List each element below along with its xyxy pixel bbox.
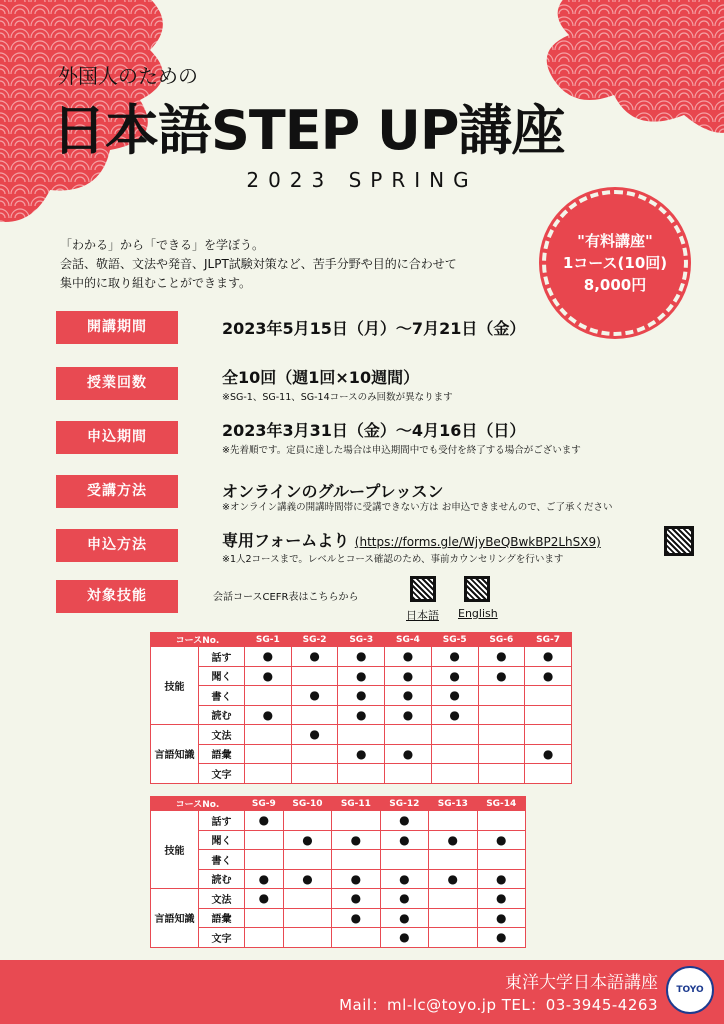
label-method: 受講方法: [56, 475, 178, 508]
table-row: [151, 744, 572, 764]
skill-mark: [291, 764, 338, 784]
skill-mark: [525, 725, 572, 745]
skill-label: 聞く: [199, 830, 245, 850]
skill-mark: ●: [332, 830, 380, 850]
skill-mark: [429, 850, 477, 870]
table-row: [151, 764, 572, 784]
page-title: 日本語STEP UP講座: [52, 99, 565, 162]
table-header-course-no: コースNo.: [151, 797, 245, 811]
table-row: [151, 850, 526, 870]
table-header-course: SG-4: [385, 633, 432, 647]
header-subtitle: 外国人のための: [58, 64, 198, 88]
table-row: [151, 830, 526, 850]
skill-mark: ●: [245, 647, 292, 667]
table-row: [151, 686, 572, 706]
skill-label: 話す: [199, 811, 245, 831]
note-sessions: ※SG-1、SG-11、SG-14コースのみ回数が異なります: [222, 392, 453, 403]
intro-line-3: 集中的に取り組むことができます。: [60, 276, 252, 290]
skill-label: 文法: [199, 889, 245, 909]
skill-mark: [291, 666, 338, 686]
skill-mark: ●: [332, 889, 380, 909]
toyo-logo: TOYO: [666, 966, 714, 1014]
table-row: [151, 928, 526, 948]
skill-mark: ●: [477, 830, 525, 850]
skill-mark: [431, 725, 478, 745]
skill-mark: [478, 725, 525, 745]
group-language-knowledge: 言語知識: [151, 725, 199, 784]
value-period: 2023年5月15日（月）〜7月21日（金）: [222, 319, 526, 338]
skill-mark: [429, 908, 477, 928]
skill-mark: ●: [332, 908, 380, 928]
cefr-text: 会話コースCEFR表はこちらから: [213, 592, 359, 603]
form-link[interactable]: (https://forms.gle/WjyBeQBwkBP2LhSX9): [354, 535, 601, 549]
table-row: [151, 889, 526, 909]
skill-mark: ●: [283, 869, 331, 889]
season-label: 2023 SPRING: [246, 168, 478, 192]
skill-mark: [477, 811, 525, 831]
skill-label: 話す: [199, 647, 245, 667]
table-row: [151, 666, 572, 686]
skill-mark: [429, 811, 477, 831]
skill-mark: [478, 705, 525, 725]
skill-mark: [283, 850, 331, 870]
skill-mark: ●: [291, 686, 338, 706]
skill-mark: [245, 725, 292, 745]
skill-mark: ●: [245, 705, 292, 725]
table-row: [151, 705, 572, 725]
table-header-course: SG-14: [477, 797, 525, 811]
value-method: オンラインのグループレッスン: [222, 482, 444, 501]
value-application-period: 2023年3月31日（金）〜4月16日（日）: [222, 421, 526, 440]
skill-mark: [245, 830, 284, 850]
table-header-course: SG-9: [245, 797, 284, 811]
course-table-2: [150, 796, 526, 948]
skill-mark: [431, 744, 478, 764]
skill-mark: ●: [477, 889, 525, 909]
skill-label: 語彙: [199, 908, 245, 928]
skill-mark: [291, 744, 338, 764]
table-header-course: SG-5: [431, 633, 478, 647]
skill-mark: ●: [338, 647, 385, 667]
skill-mark: ●: [380, 928, 428, 948]
skill-mark: [291, 705, 338, 725]
skill-mark: ●: [338, 705, 385, 725]
skill-mark: [245, 686, 292, 706]
skill-mark: ●: [385, 666, 432, 686]
form-qr-code[interactable]: [664, 526, 694, 556]
skill-mark: ●: [380, 830, 428, 850]
footer: [0, 960, 724, 1024]
table-row: [151, 725, 572, 745]
table-row: [151, 647, 572, 667]
skill-mark: ●: [338, 686, 385, 706]
skill-mark: [245, 928, 284, 948]
skill-mark: ●: [245, 666, 292, 686]
skill-mark: [245, 744, 292, 764]
skill-mark: ●: [429, 830, 477, 850]
course-table-1: [150, 632, 572, 784]
table-header-course: SG-7: [525, 633, 572, 647]
cefr-en-qr-code[interactable]: [464, 576, 490, 602]
skill-mark: [525, 686, 572, 706]
value-sessions: 全10回（週1回×10週間）: [222, 368, 420, 387]
table-row: [151, 869, 526, 889]
skill-mark: [283, 928, 331, 948]
skill-mark: ●: [245, 811, 284, 831]
skill-label: 読む: [199, 705, 245, 725]
table-header-course: SG-10: [283, 797, 331, 811]
skill-mark: ●: [385, 744, 432, 764]
intro-line-2: 会話、敬語、文法や発音、JLPT試験対策など、苦手分野や目的に合わせて: [60, 257, 457, 271]
skill-mark: [478, 764, 525, 784]
note-application-period: ※先着順です。定員に達した場合は申込期間中でも受付を終了する場合がございます: [222, 445, 581, 456]
skill-mark: ●: [380, 889, 428, 909]
skill-mark: [332, 811, 380, 831]
skill-mark: ●: [431, 705, 478, 725]
value-how-to-apply: [222, 528, 601, 551]
skill-label: 語彙: [199, 744, 245, 764]
skill-mark: [283, 811, 331, 831]
table-header-course: SG-3: [338, 633, 385, 647]
skill-mark: ●: [291, 725, 338, 745]
group-language-knowledge: 言語知識: [151, 889, 199, 948]
label-application-period: 申込期間: [56, 421, 178, 454]
skill-mark: ●: [245, 869, 284, 889]
skill-mark: [477, 850, 525, 870]
skill-mark: ●: [245, 889, 284, 909]
skill-label: 書く: [199, 850, 245, 870]
intro-line-1: 「わかる」から「できる」を学ぼう。: [60, 238, 265, 252]
skill-mark: ●: [525, 647, 572, 667]
skill-mark: [332, 928, 380, 948]
skill-label: 書く: [199, 686, 245, 706]
skill-mark: ●: [431, 647, 478, 667]
skill-mark: ●: [525, 744, 572, 764]
skill-mark: [338, 725, 385, 745]
label-period: 開講期間: [56, 311, 178, 344]
table-header-course: SG-2: [291, 633, 338, 647]
skill-mark: ●: [385, 647, 432, 667]
table-header-course: SG-11: [332, 797, 380, 811]
group-skills: 技能: [151, 647, 199, 725]
skill-mark: [245, 764, 292, 784]
skill-mark: ●: [477, 908, 525, 928]
skill-mark: ●: [291, 647, 338, 667]
skill-mark: [380, 850, 428, 870]
skill-label: 聞く: [199, 666, 245, 686]
cefr-link-english[interactable]: English: [458, 607, 498, 620]
skill-mark: ●: [431, 686, 478, 706]
table-header-course: SG-1: [245, 633, 292, 647]
price-badge: [542, 190, 688, 336]
skill-label: 読む: [199, 869, 245, 889]
skill-mark: [245, 850, 284, 870]
skill-mark: ●: [478, 666, 525, 686]
label-how-to-apply: 申込方法: [56, 529, 178, 562]
skill-mark: ●: [429, 869, 477, 889]
intro-text: [60, 236, 530, 293]
table-header-course: SG-13: [429, 797, 477, 811]
badge-line-3: 8,000円: [583, 276, 647, 294]
skill-mark: [385, 764, 432, 784]
skill-mark: [245, 908, 284, 928]
skill-label: 文字: [199, 764, 245, 784]
skill-mark: ●: [477, 869, 525, 889]
table-header-course: SG-12: [380, 797, 428, 811]
cefr-link-japanese[interactable]: 日本語: [406, 609, 439, 622]
skill-mark: ●: [385, 705, 432, 725]
skill-mark: ●: [338, 666, 385, 686]
skill-mark: [525, 764, 572, 784]
skill-mark: ●: [332, 869, 380, 889]
note-how-to-apply: ※1人2コースまで。レベルとコース確認のため、事前カウンセリングを行います: [222, 554, 564, 565]
skill-mark: ●: [477, 928, 525, 948]
skill-mark: [525, 705, 572, 725]
table-row: [151, 811, 526, 831]
skill-mark: ●: [380, 811, 428, 831]
footer-org: 東洋大学日本語講座: [505, 973, 658, 993]
skill-mark: [283, 889, 331, 909]
badge-line-1: "有料講座": [577, 232, 653, 250]
skill-mark: [385, 725, 432, 745]
skill-mark: ●: [478, 647, 525, 667]
skill-mark: ●: [380, 869, 428, 889]
table-row: [151, 908, 526, 928]
skill-mark: ●: [525, 666, 572, 686]
group-skills: 技能: [151, 811, 199, 889]
badge-line-2: 1コース(10回): [562, 254, 668, 272]
cefr-ja-qr-code[interactable]: [410, 576, 436, 602]
label-target-skills: 対象技能: [56, 580, 178, 613]
table-header-course: SG-6: [478, 633, 525, 647]
skill-label: 文字: [199, 928, 245, 948]
skill-mark: [478, 686, 525, 706]
how-to-apply-text: 専用フォームより: [222, 531, 350, 550]
table-header-course-no: コースNo.: [151, 633, 245, 647]
skill-mark: ●: [431, 666, 478, 686]
skill-mark: [283, 908, 331, 928]
skill-mark: ●: [385, 686, 432, 706]
skill-label: 文法: [199, 725, 245, 745]
skill-mark: [429, 928, 477, 948]
skill-mark: ●: [338, 744, 385, 764]
skill-mark: ●: [283, 830, 331, 850]
skill-mark: [431, 764, 478, 784]
label-sessions: 授業回数: [56, 367, 178, 400]
note-method: ※オンライン講義の開講時間帯に受講できない方は お申込できませんので、ご了承ください: [222, 502, 613, 513]
skill-mark: [332, 850, 380, 870]
skill-mark: [338, 764, 385, 784]
skill-mark: [429, 889, 477, 909]
skill-mark: ●: [380, 908, 428, 928]
skill-mark: [478, 744, 525, 764]
footer-contact: Mail：ml-lc@toyo.jp TEL：03-3945-4263: [339, 996, 658, 1014]
